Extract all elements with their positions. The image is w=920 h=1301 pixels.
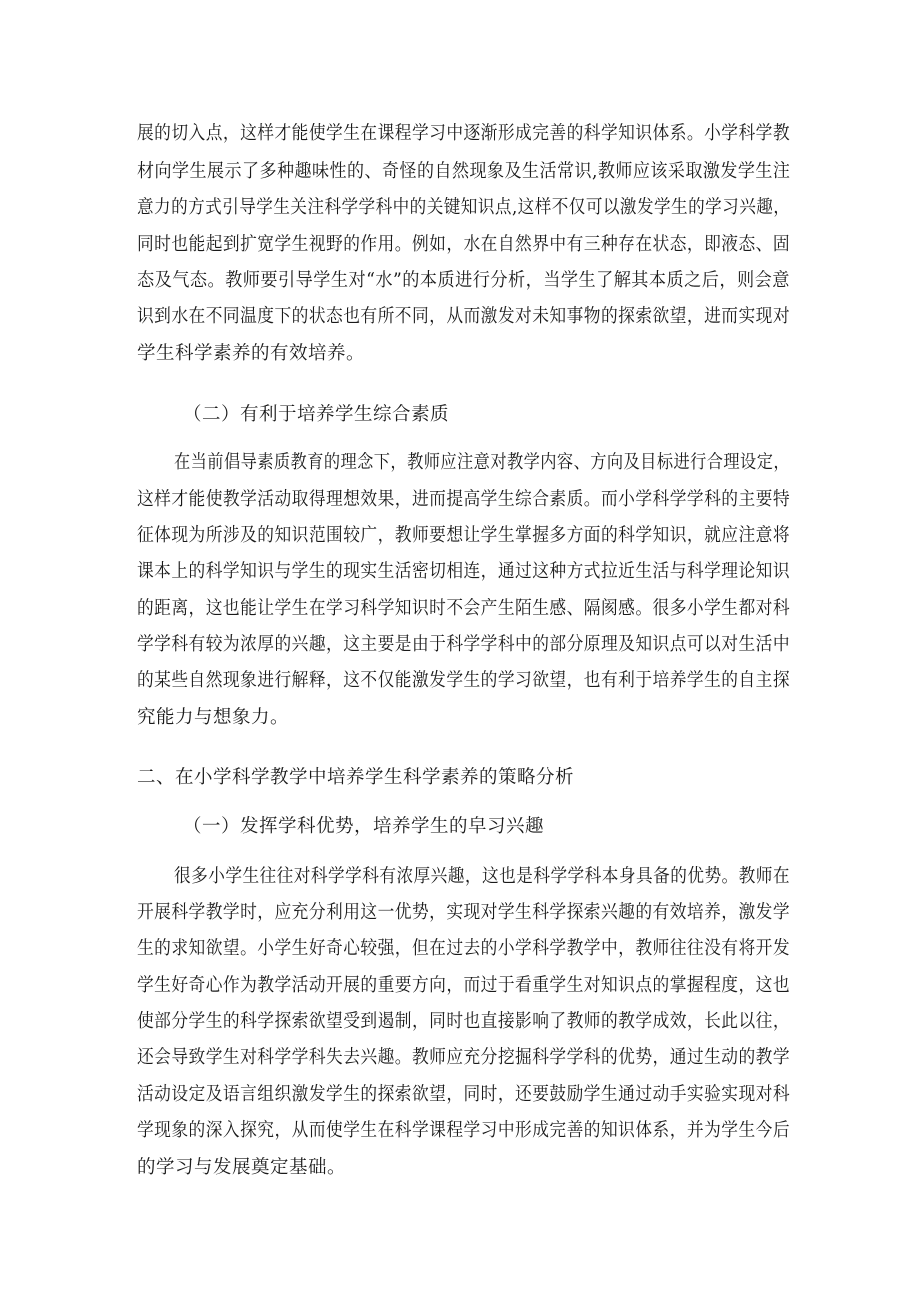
paragraph-line: 活动设定及语言组织激发学生的探索欲望，同时，还要鼓励学生通过动手实验实现对科 (137, 1084, 791, 1105)
paragraph-line: 很多小学生往往对科学学科有浓厚兴趣，这也是科学学科本身具备的优势。教师在 (174, 866, 791, 887)
section-heading: 二、在小学科学教学中培养学生科学素养的策略分析 (137, 767, 575, 788)
paragraph-line: 同时也能起到扩宽学生视野的作用。例如，水在自然界中有三种存在状态，即液态、固 (137, 234, 791, 255)
section-subheading: （一）发挥学科优势，培养学生的皁习兴趣 (183, 816, 545, 837)
paragraph-line: 意力的方式引导学生关注科学学科中的关键知识点,这样不仅可以激发学生的学习兴趣， (137, 197, 791, 218)
paragraph-line: 展的切入点，这样才能使学生在课程学习中逐渐形成完善的科学知识体系。小学科学教 (137, 123, 791, 144)
paragraph-line: 征体现为所涉及的知识范围较广，教师要想让学生掌握多方面的科学知识，就应注意将 (137, 525, 791, 546)
section-subheading: （二）有利于培养学生综合素质 (183, 404, 450, 425)
paragraph-line: 这样才能使教学活动取得理想效果，进而提高学生综合素质。而小学科学学科的主要特 (137, 489, 791, 510)
paragraph-line: 态及气态。教师要引导学生对“水”的本质进行分析，当学生了解其本质之后，则会意 (137, 270, 790, 291)
paragraph-line: 学现象的深入探究，从而使学生在科学课程学习中形成完善的知识体系，并为学生今后 (137, 1120, 791, 1141)
paragraph-line: 究能力与想象力。 (137, 707, 290, 728)
paragraph-line: 开展科学教学时，应充分利用这一优势，实现对学生科学探索兴趣的有效培养，激发学 (137, 902, 791, 923)
paragraph-line: 学学科有较为浓厚的兴趣，这主要是由于科学学科中的部分原理及知识点可以对生活中 (137, 634, 791, 655)
paragraph-line: 识到水在不同温度下的状态也有所不同，从而激发对未知事物的探索欲望，进而实现对 (137, 306, 791, 327)
paragraph-line: 学生好奇心作为教学活动开展的重要方向，而过于看重学生对知识点的掌握程度，这也 (137, 975, 791, 996)
paragraph-line: 还会导致学生对科学学科失去兴趣。教师应充分挖掘科学学科的优势，通过生动的教学 (137, 1047, 791, 1068)
paragraph-line: 生的求知欲望。小学生好奇心较强，但在过去的小学科学教学中，教师往往没有将开发 (137, 938, 791, 959)
paragraph-line: 的学习与发展奠定基础。 (137, 1157, 347, 1178)
paragraph-line: 的某些自然现象进行解释，这不仅能激发学生的学习欲望，也有利于培养学生的自主探 (137, 670, 791, 691)
paragraph-line: 使部分学生的科学探索欲望受到遏制，同时也直接影响了教师的教学成效，长此以往， (137, 1011, 791, 1032)
paragraph-line: 课本上的科学知识与学生的现实生活密切相连，通过这种方式拉近生活与科学理论知识 (137, 561, 791, 582)
paragraph-line: 的距离，这也能让学生在学习科学知识时不会产生陌生感、隔阂感。很多小学生都对科 (137, 598, 791, 619)
paragraph-line: 学生科学素养的有效培养。 (137, 343, 366, 364)
paragraph-line: 在当前倡导素质教育的理念下，教师应注意对教学内容、方向及目标进行合理设定， (174, 452, 791, 473)
paragraph-line: 材向学生展示了多种趣味性的、奇怪的自然现象及生活常识,教师应该采取激发学生注 (137, 161, 791, 182)
